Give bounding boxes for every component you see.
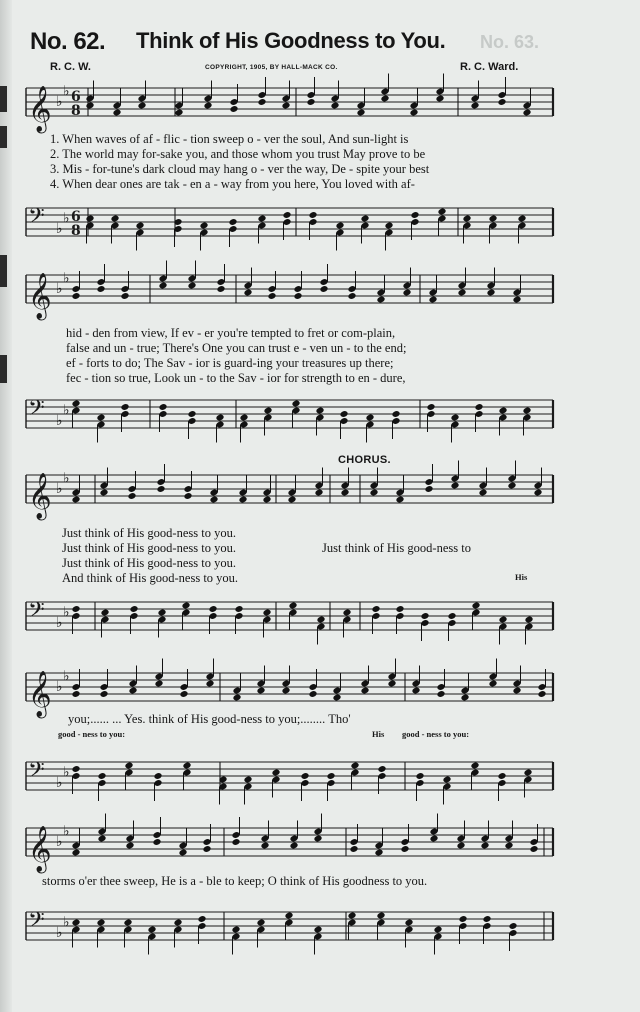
- flat-icon: ♭: [56, 281, 63, 297]
- note-head: [420, 612, 429, 620]
- note-head: [512, 296, 521, 304]
- note-head: [97, 835, 106, 843]
- note-head: [391, 410, 400, 418]
- note-head: [517, 215, 526, 223]
- note-head: [256, 919, 265, 927]
- treble-clef-icon: 𝄞: [28, 273, 52, 319]
- note-head: [356, 109, 365, 117]
- note-head: [524, 616, 533, 624]
- treble-clef-icon: 𝄞: [28, 671, 52, 717]
- note-head: [498, 616, 507, 624]
- note-head: [415, 772, 424, 780]
- note-head: [533, 489, 542, 497]
- treble-staff-system-5: [0, 818, 640, 878]
- note-head: [460, 694, 469, 702]
- bass-clef-icon: 𝄢: [28, 396, 45, 426]
- bass-clef-icon: 𝄢: [28, 758, 45, 788]
- note-head: [428, 296, 437, 304]
- note-head: [335, 222, 344, 230]
- note-head: [342, 609, 351, 617]
- note-head: [450, 414, 459, 422]
- note-head: [205, 680, 214, 688]
- note-head: [330, 102, 339, 110]
- note-head: [202, 845, 211, 853]
- note-head: [281, 102, 290, 110]
- note-head: [215, 414, 224, 422]
- bass-clef-icon: 𝄢: [28, 204, 45, 234]
- flat-icon: ♭: [63, 270, 70, 287]
- chorus-verse-1: Just think of His good-ness to you.: [62, 526, 236, 540]
- note-head: [71, 919, 80, 927]
- note-head: [409, 109, 418, 117]
- note-head: [340, 489, 349, 497]
- note-head: [287, 496, 296, 504]
- note-head: [376, 296, 385, 304]
- bass-clef-icon: 𝄢: [28, 908, 45, 938]
- note-head: [471, 602, 480, 610]
- copyright-notice: COPYRIGHT, 1905, BY HALL-MACK CO.: [205, 64, 338, 71]
- note-head: [300, 772, 309, 780]
- bass-cue-goodness-2: good - ness to you:: [402, 729, 470, 739]
- note-head: [199, 222, 208, 230]
- note-head: [128, 687, 137, 695]
- note-head: [347, 292, 356, 300]
- note-head: [152, 838, 161, 846]
- chorus-verse-2: Just think of His good-ness to you.: [62, 541, 236, 555]
- note-head: [529, 845, 538, 853]
- note-head: [437, 208, 446, 216]
- note-head: [147, 926, 156, 934]
- note-head: [313, 926, 322, 934]
- note-head: [120, 403, 129, 411]
- note-head: [267, 292, 276, 300]
- note-head: [395, 605, 404, 613]
- note-head: [293, 292, 302, 300]
- note-head: [462, 215, 471, 223]
- treble-clef-icon: 𝄞: [28, 473, 52, 519]
- note-head: [474, 403, 483, 411]
- flat-icon: ♭: [56, 413, 63, 429]
- note-head: [508, 922, 517, 930]
- note-head: [157, 609, 166, 617]
- note-head: [232, 694, 241, 702]
- bass-cue-goodness: good - ness to you:: [58, 729, 126, 739]
- note-head: [402, 289, 411, 297]
- note-head: [71, 400, 80, 408]
- note-head: [365, 414, 374, 422]
- hymn-title: Think of His Goodness to You.: [136, 28, 446, 53]
- flat-icon: ♭: [56, 925, 63, 941]
- note-head: [411, 687, 420, 695]
- note-head: [436, 690, 445, 698]
- flat-icon: ♭: [63, 402, 70, 419]
- note-head: [85, 102, 94, 110]
- verse-2-line-2: false and un - true; There's One you can trust e - ven un - to the end;: [66, 341, 407, 355]
- chorus-refrain-line: Just think of His good-ness to: [322, 541, 471, 555]
- note-head: [174, 109, 183, 117]
- note-head: [488, 680, 497, 688]
- note-head: [457, 289, 466, 297]
- note-head: [433, 926, 442, 934]
- note-head: [203, 102, 212, 110]
- note-head: [316, 616, 325, 624]
- note-head: [96, 414, 105, 422]
- note-head: [239, 414, 248, 422]
- note-head: [135, 222, 144, 230]
- note-head: [243, 289, 252, 297]
- note-head: [208, 605, 217, 613]
- verse-3-line-1: 3. Mis - for-tune's dark cloud may hang o - ver the way, De - spite your best: [50, 162, 430, 176]
- note-head: [281, 687, 290, 695]
- note-head: [153, 772, 162, 780]
- note-head: [231, 838, 240, 846]
- note-head: [374, 849, 383, 857]
- note-head: [497, 772, 506, 780]
- note-head: [154, 680, 163, 688]
- note-head: [395, 496, 404, 504]
- note-head: [123, 919, 132, 927]
- bass-staff-system-2: [0, 390, 640, 450]
- note-head: [308, 211, 317, 219]
- chorus-his-cue: His: [515, 572, 528, 582]
- note-head: [260, 842, 269, 850]
- note-head: [380, 95, 389, 103]
- time-signature-top: 6: [71, 209, 81, 225]
- spine-mark: [0, 355, 7, 383]
- note-head: [326, 772, 335, 780]
- refrain-line-4: you;...... ... Yes. think of His good-ness to you;........ Tho': [68, 712, 351, 726]
- note-head: [158, 403, 167, 411]
- note-head: [288, 602, 297, 610]
- note-head: [369, 489, 378, 497]
- flat-icon: ♭: [56, 615, 63, 631]
- note-head: [308, 690, 317, 698]
- note-head: [313, 835, 322, 843]
- note-head: [256, 687, 265, 695]
- note-head: [229, 105, 238, 113]
- flat-icon: ♭: [63, 210, 70, 227]
- treble-clef-icon: 𝄞: [28, 86, 52, 132]
- treble-staff-system-2: [0, 265, 640, 325]
- note-head: [110, 215, 119, 223]
- flat-icon: ♭: [56, 834, 63, 850]
- lyricist-credit: R. C. W.: [50, 61, 91, 73]
- note-head: [179, 690, 188, 698]
- flat-icon: ♭: [56, 775, 63, 791]
- note-head: [158, 282, 167, 290]
- note-head: [284, 912, 293, 920]
- note-head: [504, 842, 513, 850]
- note-head: [282, 211, 291, 219]
- note-head: [71, 605, 80, 613]
- flat-icon: ♭: [56, 481, 63, 497]
- note-head: [512, 687, 521, 695]
- note-head: [234, 605, 243, 613]
- verse-3-line-2: ef - forts to do; The Sav - ior is guard-ing your treasures up there;: [66, 356, 394, 370]
- note-head: [450, 482, 459, 490]
- note-head: [100, 609, 109, 617]
- note-head: [124, 762, 133, 770]
- bass-staff-system-5: [0, 902, 640, 962]
- note-head: [371, 605, 380, 613]
- note-head: [99, 690, 108, 698]
- chorus-verse-4: And think of His good-ness to you.: [62, 571, 239, 585]
- note-head: [120, 292, 129, 300]
- note-head: [376, 912, 385, 920]
- time-signature-bottom: 8: [71, 223, 81, 239]
- note-head: [129, 605, 138, 613]
- verse-4-line-1: 4. When dear ones are tak - en a - way from you here, You loved with af-: [50, 177, 415, 191]
- note-head: [488, 215, 497, 223]
- note-head: [85, 215, 94, 223]
- flat-icon: ♭: [63, 914, 70, 931]
- note-head: [183, 492, 192, 500]
- flat-icon: ♭: [63, 668, 70, 685]
- note-head: [257, 215, 266, 223]
- bass-staff-system-3: [0, 592, 640, 652]
- treble-staff-system-1: [0, 78, 640, 138]
- note-head: [263, 407, 272, 415]
- time-signature-top: 6: [71, 89, 81, 105]
- note-head: [522, 109, 531, 117]
- note-head: [173, 919, 182, 927]
- note-head: [182, 762, 191, 770]
- note-head: [332, 694, 341, 702]
- note-head: [410, 211, 419, 219]
- flat-icon: ♭: [63, 823, 70, 840]
- hymn-number: No. 62.: [30, 28, 106, 55]
- note-head: [137, 102, 146, 110]
- note-head: [349, 845, 358, 853]
- note-head: [243, 776, 252, 784]
- note-head: [442, 776, 451, 784]
- flat-icon: ♭: [56, 679, 63, 695]
- note-head: [482, 915, 491, 923]
- note-head: [228, 218, 237, 226]
- note-head: [480, 842, 489, 850]
- composer-credit: R. C. Ward.: [460, 61, 519, 73]
- note-head: [178, 849, 187, 857]
- note-head: [458, 915, 467, 923]
- verse-2-line-1: 2. The world may for-sake you, and those whom you trust May prove to be: [50, 147, 426, 161]
- note-head: [315, 407, 324, 415]
- treble-staff-system-3: [0, 465, 640, 525]
- note-head: [216, 285, 225, 293]
- note-head: [319, 285, 328, 293]
- note-head: [507, 482, 516, 490]
- note-head: [339, 410, 348, 418]
- flat-icon: ♭: [56, 221, 63, 237]
- bass-staff-system-4: [0, 752, 640, 812]
- note-head: [377, 765, 386, 773]
- note-head: [197, 915, 206, 923]
- note-head: [347, 912, 356, 920]
- note-head: [537, 690, 546, 698]
- flat-icon: ♭: [63, 604, 70, 621]
- flat-icon: ♭: [63, 470, 70, 487]
- bleed-through-text: No. 63.: [480, 32, 540, 52]
- note-head: [486, 289, 495, 297]
- note-head: [523, 769, 532, 777]
- verse-1-line-2: hid - den from view, If ev - er you're tempted to fret or com-plain,: [66, 326, 396, 340]
- note-head: [231, 926, 240, 934]
- note-head: [181, 602, 190, 610]
- note-head: [360, 687, 369, 695]
- note-head: [127, 492, 136, 500]
- note-head: [314, 489, 323, 497]
- note-head: [470, 102, 479, 110]
- note-head: [306, 98, 315, 106]
- note-head: [96, 285, 105, 293]
- bass-cue-his: His: [372, 729, 385, 739]
- chorus-verse-3: Just think of His good-ness to you.: [62, 556, 236, 570]
- note-head: [435, 95, 444, 103]
- bass-clef-icon: 𝄢: [28, 598, 45, 628]
- note-head: [112, 109, 121, 117]
- note-head: [400, 845, 409, 853]
- note-head: [71, 765, 80, 773]
- verse-4-line-2: fec - tion so true, Look un - to the Sav - ior for strength to en - dure,: [66, 371, 406, 385]
- note-head: [71, 690, 80, 698]
- treble-clef-icon: 𝄞: [28, 826, 52, 872]
- note-head: [97, 772, 106, 780]
- note-head: [262, 496, 271, 504]
- note-head: [384, 222, 393, 230]
- note-head: [262, 609, 271, 617]
- note-head: [404, 919, 413, 927]
- flat-icon: ♭: [63, 83, 70, 100]
- note-head: [71, 849, 80, 857]
- note-head: [125, 842, 134, 850]
- note-head: [497, 98, 506, 106]
- verse-1-line-1: 1. When waves of af - flic - tion sweep o - ver the soul, And sun-light is: [50, 132, 409, 146]
- note-head: [99, 489, 108, 497]
- note-head: [291, 400, 300, 408]
- flat-icon: ♭: [56, 94, 63, 110]
- flat-icon: ♭: [63, 764, 70, 781]
- note-head: [187, 282, 196, 290]
- note-head: [387, 680, 396, 688]
- note-head: [424, 485, 433, 493]
- note-head: [426, 403, 435, 411]
- final-line: storms o'er thee sweep, He is a - ble to keep; O think of His goodness to you.: [42, 874, 428, 888]
- note-head: [470, 762, 479, 770]
- note-head: [187, 410, 196, 418]
- note-head: [271, 769, 280, 777]
- note-head: [156, 485, 165, 493]
- note-head: [350, 762, 359, 770]
- note-head: [71, 292, 80, 300]
- note-head: [360, 215, 369, 223]
- note-head: [522, 407, 531, 415]
- time-signature-bottom: 8: [71, 103, 81, 119]
- note-head: [478, 489, 487, 497]
- note-head: [96, 919, 105, 927]
- bass-staff-system-1: [0, 198, 640, 258]
- note-head: [447, 612, 456, 620]
- note-head: [429, 835, 438, 843]
- note-head: [238, 496, 247, 504]
- note-head: [498, 407, 507, 415]
- note-head: [289, 842, 298, 850]
- note-head: [257, 98, 266, 106]
- note-head: [456, 842, 465, 850]
- note-head: [209, 496, 218, 504]
- chorus-label: CHORUS.: [338, 454, 391, 466]
- note-head: [71, 496, 80, 504]
